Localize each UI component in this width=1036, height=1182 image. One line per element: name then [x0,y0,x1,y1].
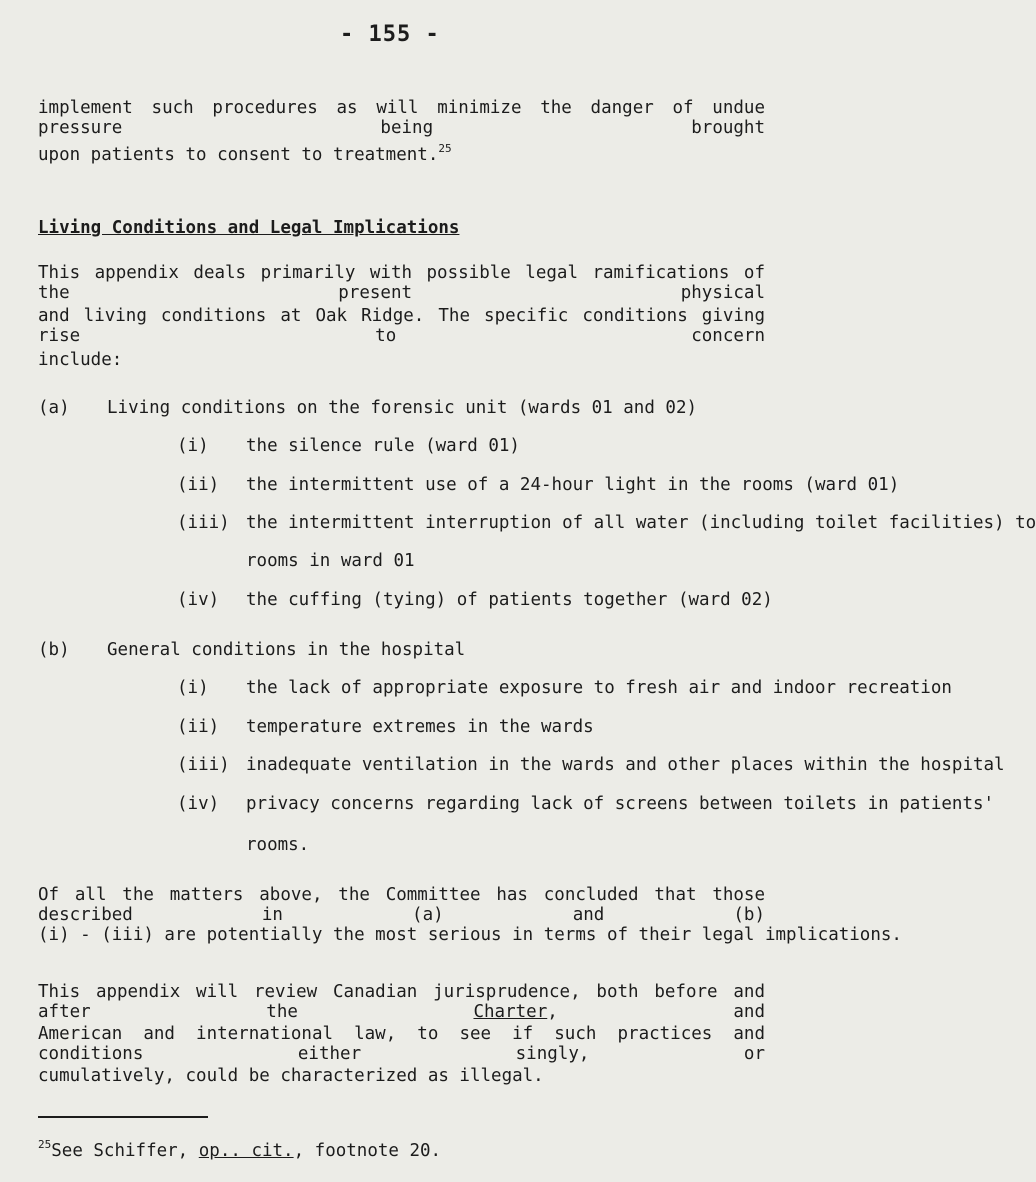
charter-underlined: Charter [473,1002,548,1022]
list-a-label: (a) [38,398,70,418]
list-a-item-2-text: the intermittent use of a 24-hour light in the rooms (ward 01) [246,475,900,495]
list-a-item-3-text-continued: rooms in ward 01 [246,551,415,571]
section-heading: Living Conditions and Legal Implications [38,218,460,238]
list-b-item-4-number: (iv) [177,794,220,814]
footnote [38,1138,441,1161]
footnote-text-end: , footnote 20. [293,1141,442,1161]
list-a-item-1-text: the silence rule (ward 01) [246,436,520,456]
paragraph3-line-1 [38,982,765,1022]
list-b-item-4-text-continued: rooms. [246,835,310,855]
paragraph2-line-1: Of all the matters above, the Committee has concluded that those described in (a) and (b) [38,885,765,925]
paragraph1-line-1: This appendix deals primarily with possible legal ramifications of the present physical [38,263,765,303]
list-b-title: General conditions in the hospital [107,640,466,660]
list-b-item-2-text: temperature extremes in the wards [246,717,594,737]
list-b-label: (b) [38,640,70,660]
list-a-item-1-number: (i) [177,436,209,456]
footnote-citation: op.. cit. [198,1141,294,1161]
intro-line-2 [38,142,452,165]
list-a-item-3-text: the intermittent interruption of all water (including toilet facilities) to [246,513,1036,533]
list-a-item-3-number: (iii) [177,513,230,533]
intro-line-1: implement such procedures as will minimize the danger of undue pressure being brought [38,98,765,138]
intro-text: upon patients to consent to treatment. [38,145,439,165]
list-a-title: Living conditions on the forensic unit (wards 01 and 02) [107,398,698,418]
list-b-item-2-number: (ii) [177,717,220,737]
list-b-item-4-text: privacy concerns regarding lack of screens between toilets in patients' [246,794,995,814]
list-a-item-2-number: (ii) [177,475,220,495]
footnote-number: 25 [38,1138,52,1151]
page-number: - 155 - [340,22,440,47]
list-b-item-1-text: the lack of appropriate exposure to fresh air and indoor recreation [246,678,952,698]
footnote-text: See Schiffer, [51,1141,199,1161]
paragraph3-line-1-end: , and [547,1002,765,1022]
paragraph3-line-3: cumulatively, could be characterized as illegal. [38,1066,544,1086]
paragraph1-line-2: and living conditions at Oak Ridge. The specific conditions giving rise to concern [38,306,765,346]
paragraph3-line-1-text: This appendix will review Canadian jurisprudence, both before and after the [38,982,765,1022]
list-b-item-3-number: (iii) [177,755,230,775]
list-b-item-1-number: (i) [177,678,209,698]
list-a-item-4-text: the cuffing (tying) of patients together (ward 02) [246,590,773,610]
list-b-item-3-text: inadequate ventilation in the wards and other places within the hospital [246,755,1005,775]
paragraph1-line-3: include: [38,350,123,370]
paragraph2-line-2: (i) - (iii) are potentially the most serious in terms of their legal implications. [38,925,902,945]
footnote-rule [38,1116,208,1118]
list-a-item-4-number: (iv) [177,590,220,610]
paragraph3-line-2: American and international law, to see if such practices and conditions either singly, or [38,1024,765,1064]
footnote-reference: 25 [438,142,452,155]
